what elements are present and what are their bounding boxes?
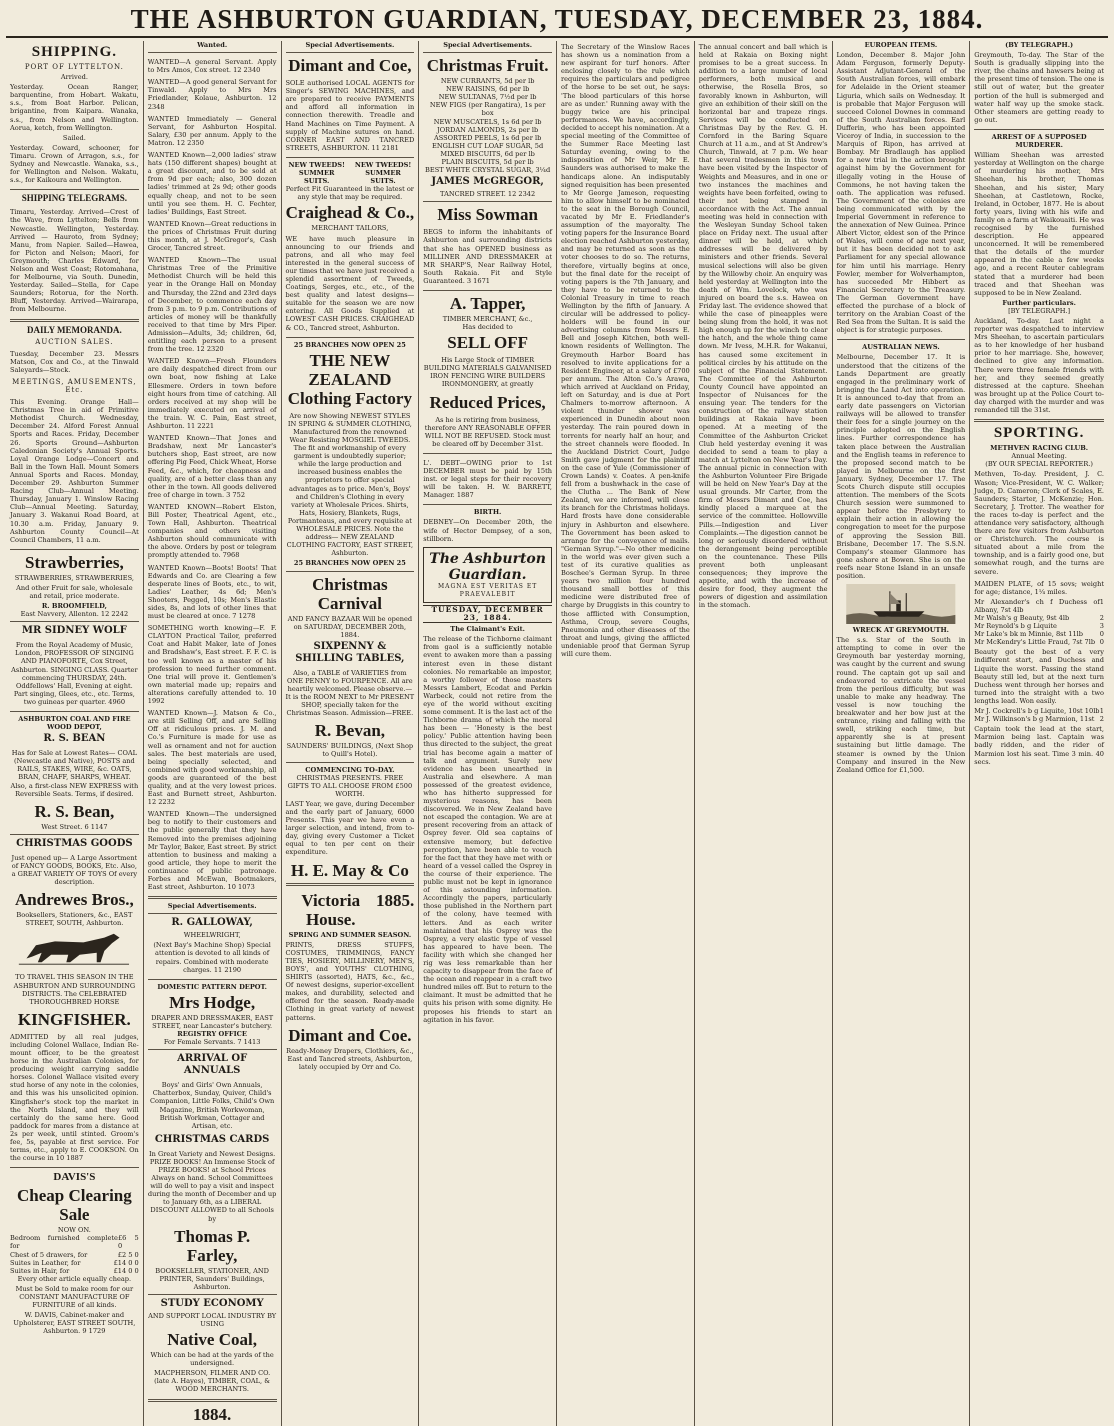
tapper-text: Has decided to <box>462 323 513 332</box>
column-7 <box>833 41 971 1426</box>
wanted-ad: WANTED—A good general Servant for Tinwald. Apply to Mrs Mrs Friedlander, Kolaue, Ashburton. 12 2348 <box>147 78 277 111</box>
price-row: Suites in Leather, for £14 0 0 <box>10 1258 139 1267</box>
special-heading: Special Advertisements. <box>305 41 395 49</box>
dateline: TUESDAY, DECEMBER 23, 1884. <box>423 605 552 623</box>
coal-heading: ASHBURTON COAL AND FIRE WOOD DEPOT, <box>18 715 131 732</box>
column-4 <box>419 41 557 1426</box>
column-6 <box>695 41 833 1426</box>
article-text: The release of the Tichborne claimant from gaol is a sufficiently notable event to awaken more than a passing interest even in these distant colonies. No remarkable an impostor, a worthy follower of those masters Messrs Lambert, Ecodat and Perkin Warbeck, could not retire from the eye of the world without exciting some comment. It is the last act of the Tichborne drama of which the moral has been — 'Honesty is the best policy.' Public attention having been thus directed to the subject, the great trial has become again a matter of talk and argument. Surely new evidence has been unearthed in Australia and elsewhere. A man possessed of the greatest evidence, who has hitherto suppressed for mysterious reasons, has been discovered. We in New Zealand have not escaped the contagion. We are at present recovering from an attack of Osprey fever. Old sea captains of extensive memory, but defective perception, have been able to vouch for the fact that they have met with or heard of a vessel called the Osprey in the course of their experience. The public must not be kept in ignorance of this astounding information. Accordingly the papers, particularly those published in the Northern part of the colony, have teemed with letters. And as each writer maintained that his Osprey was the Osprey, a very elastic type of vessel has appeared to have been. The facility with which she changed her rig was less remarkable than her capacity to disappear from the face of the ocean and reappear in a craft two hundred miles off. But to return to the claimant. It must be admitted that he quits his prison with some dignity. He proposes his friends to start an agitation in his favor. <box>423 635 552 1024</box>
victoria-heading: Victoria House. <box>301 890 361 929</box>
birth-heading: BIRTH. <box>473 508 502 517</box>
telegrams-text: Timaru, Yesterday. Arrived—Crest of the Wave, from Lyttelton; Bells from Newcastle. Wellington, Yesterday. Arrived — Hauroto, from Sydney; Manu, from Napier. Sailed—Hawea, for Picton and Nelson; Maori, for Greymouth; Charles Edward, for Nelson and West Coast; Rotomahana, for Melbourne, via South. Dunedin, Yesterday. Sailed—Stella, for Cape Saunders; Rotorua, for the North. Bluff, Yesterday. Arrived—Wairarapa, from Melbourne. <box>10 208 139 314</box>
strawberries-sub: STRAWBERRIES, STRAWBERRIES, <box>14 573 134 582</box>
economy-firm: MACPHERSON, FILMER AND CO. (late A. Hayes), TIMBER, COAL, & WOOD MERCHANTS. <box>154 1369 271 1394</box>
craighead-heading: Craighead & Co., <box>285 203 415 223</box>
kingfisher-heading: KINGFISHER. <box>17 1009 131 1029</box>
strawberries-text: And other Fruit for sale, wholesale and retail, price moderate. <box>16 583 133 600</box>
ship-illustration <box>839 584 963 624</box>
methven-tag: (BY OUR SPECIAL REPORTER.) <box>985 460 1093 469</box>
nz-clothing-text: Are now Showing NEWEST STYLES IN SPRING & SUMMER CLOTHING, Manufactured from the renowned Wear Resisting MOSGIEL TWEEDS. The fit and workmanship of every garment is undoubtedly superior; while the large production and increased business enables the proprietors to offer special advantages as to price. Men's, Boys' and Children's Clothing in every variety at Wholesale Prices. Shirts, Hats, Hosiery, Blankets, Rugs, Portmanteaus, and every requisite at WHOLESALE PRICES. Note the address— NEW ZEALAND CLOTHING FACTORY, EAST STREET, Ashburton. <box>286 411 414 558</box>
special-heading: Special Advertisements. <box>443 41 533 49</box>
farley-text: BOOKSELLER, STATIONER, AND PRINTER, Saunders' Buildings, Ashburton. <box>155 1266 269 1291</box>
mcgregor-heading: JAMES McGREGOR, <box>431 176 544 188</box>
christmas-goods-text: Just opened up— A Large Assortment of FANCY GOODS, BOOKS, Etc. Also, a GREAT VARIETY OF TOYS Of every description. <box>11 853 138 887</box>
divider <box>148 896 277 899</box>
wolf-heading: MR SIDNEY WOLF <box>21 625 127 637</box>
craighead-sub: MERCHANT TAILORS, <box>311 224 389 233</box>
tweeds-left: NEW TWEEDS! SUMMER SUITS. <box>288 160 345 186</box>
race-row: Mr Reynold's b g Liquite 3 <box>974 622 1104 631</box>
race-row: Mr Alexander's ch f Duchess of Albany, 7st 4lb 1 <box>974 597 1104 614</box>
methven-text: Methven, To-day. President, J. C. Wason; Vice-President, W. C. Walker; Judge, D. Cameron; Clerk of Scales, E. Saunders; Starter, J. McKenzie; Hon. Secretary, J. Trotter. The weather for the races to-day is perfect and the attendance very satisfactory, although there are few visitors from Ashburton or Christchurch. The course is situated about a mile from the township, and is a fairly good one, but somewhat rough, and the turns are severe. <box>974 470 1104 576</box>
reduced-heading: Reduced Prices, <box>429 392 546 412</box>
dimant-2-text: Ready-Money Drapers, Clothiers, &c., East and Tancred streets, Ashburton, lately occupied by Orr and Co. <box>286 1046 414 1071</box>
fruit-item: NEW MUSCATELS, 1s 6d per lb <box>433 117 542 126</box>
divider <box>148 979 277 980</box>
auction-text: Tuesday, December 23. Messrs Matson, Cox and Co., at the Tinwald Saleyards—Stock. <box>10 349 139 374</box>
masthead: THE ASHBURTON GUARDIAN, TUESDAY, DECEMBER 23, 1884. <box>6 4 1108 38</box>
davis-heading: DAVIS'S <box>53 1171 96 1184</box>
branches-banner: 25 BRANCHES NOW OPEN 25 <box>293 340 406 349</box>
cards-heading: CHRISTMAS CARDS <box>154 1133 270 1145</box>
price-row: Chest of 5 drawers, for £2 5 0 <box>10 1250 139 1259</box>
divider <box>148 1294 277 1295</box>
paper-motto: MAGNA EST VERITAS ET PRAEVALEBIT <box>438 582 538 598</box>
wanted-ad: WANTED Known—The usual Christmas Tree of the Primitive Methodist Church will be held this year in the Orange Hall on Monday and Thursday, the 22nd and 23rd days of December, to commence each day from 3 p.m. to 9 p.m. Contributions of articles of money will be thankfully received to that time by Mrs Piper. Admission—Adults, 3d; children, 6d, entitling each person to a present from the tree. 12 2320 <box>147 256 277 354</box>
race-row: Mr Lake's bk m Minnie, 8st 11lb 0 <box>974 630 1104 639</box>
davis-signature: W. DAVIS, Cabinet-maker and Upholsterer, EAST STREET SOUTH, Ashburton. 9 1729 <box>13 1311 136 1336</box>
strawberries-heading: Strawberries, <box>25 552 124 572</box>
registry-text: For Female Servants. 7 1413 <box>163 1038 261 1047</box>
arrived-text: Yesterday. Ocean Ranger, barquentine, from Hobart. Wakatu, s.s., from Boat Harbor. Pelican, brigantine, from Kaipara. Wanaka, s.s., from Nelson and Wellington. Aorua, ketch, from Wellington. <box>10 83 139 132</box>
column-5 <box>557 41 695 1426</box>
fruit-item: PLAIN BISCUITS, 5d per lb <box>441 158 534 167</box>
methven-sub: Annual Meeting. <box>1011 452 1067 461</box>
column-1 <box>6 41 144 1426</box>
divider <box>423 201 552 202</box>
race-row: Mr J. Wilkinson's b g Marmion, 11st 2 <box>974 715 1104 724</box>
economy-heading: STUDY ECONOMY <box>160 1297 264 1309</box>
divider <box>148 1049 277 1050</box>
sailed-heading: Sailed. <box>62 133 86 142</box>
fruit-item: NEW SULTANAS, 7½d per lb <box>438 93 537 102</box>
coal-signature-address: West Street. 6 1147 <box>41 822 108 831</box>
carnival-tables: SIXPENNY & SHILLING TABLES, <box>295 640 405 664</box>
race-2-results <box>974 707 1104 723</box>
davis-manufacture: Must be Sold to make room for our CONSTANT MANUFACTURE OF FURNITURE of all kinds. <box>15 1284 134 1310</box>
fruit-item: JORDAN ALMONDS, 2s per lb <box>437 125 539 134</box>
fruit-item: NEW RAISINS, 6d per lb <box>445 85 530 94</box>
annuals-text: Boys' and Girls' Own Annuals, Chatterbox, Sunday, Quiver, Child's Companion, Little Folks, Child's Own Magazine, British Workwoman, British Workman, Cottager and Artisan, etc. <box>149 1081 275 1130</box>
galloway-heading: R. GALLOWAY, <box>171 917 253 929</box>
divider <box>286 337 415 338</box>
bevan-heading: R. Bevan, <box>314 721 386 741</box>
tapper-sub: TIMBER MERCHANT, &c., <box>442 314 533 323</box>
gifts-text: LAST Year, we gave, during December and the early part of January, 6000 Presents. This year we have even a larger selection, and intend, from to-day, giving every Customer a Ticket equal to ten per cent on their expenditure. <box>285 799 415 857</box>
economy-text: AND SUPPORT LOCAL INDUSTRY BY USING <box>148 1311 277 1328</box>
news-text: The annual concert and ball which is held at Rakaia on Boxing night promises to be a great success. In addition to a large number of local performers, both musical and otherwise, the Rosella Bros, so favorably known in Ashburton, will give an exhibition of their skill on the horizontal bar and trapeze rings. Services will be conducted on Christmas Day by the Rev. G. H. Cornford in the Baring Square Church at 11 a.m., and at St Andrew's Church, Tinwald, at 7 p.m. We hear that several tradesmen in this town have been visited by the Inspector of Weights and Measures, and in one or two instances the machines and weights have been forfeited, owing to their not being stamped in accordance with the Act. The annual meeting was held in connection with the Wesleyan Sunday School taken place on Friday next. The usual after dinner will be held, at which addresses will be delivered by ministers and other friends. Several musical selections will also be given by the Willowby choir. An enquiry was held yesterday at Wellington into the death of Wm. Lovelock, who was injured on board the s.s. Hawea on Friday last. The evidence showed that while the case of pineapples were being slung from the hold, it was not high enough up for the winch to clear the hatch, and the whole thing came down. Mr Ivess, M.H.R. for Wakanui, has caused some excitement in political circles by his attitude on the subject of the Financial Statement. The Committee of the Ashburton County Council have appointed an Inspector of Nuisances for the ensuing year. The tenders for the construction of the railway station buildings at Rakaia have been opened. At a meeting of the Committee of the Ashburton Cricket Club held yesterday evening it was decided to send a team to play a match at Lyttelton on New Year's Day. The annual picnic in connection with the Ashburton Volunteer Fire Brigade will be held on New Year's Day at the usual grounds. Mr Carter, from the firm of Messrs Dimant and Coe, has kindly placed a marquee at the service of the committee. Hollowville Pills.—Indigestion and Liver Complaints.—The digestion cannot be long or seriously disordered without the derangement being perceptible on the countenance. These Pills prevent both unpleasant consequences; they improve the appetite, and with the increase of desire for food, they augment the powers of digestion and assimilation in the stomach. <box>698 43 828 610</box>
fruit-item: NEW FIGS (per Rangatira), 1s per box <box>429 101 546 118</box>
race-2-text: Captain took the lead at the start, Marmion being last. Captain was badly ridden, and the rider of Marmion lost his seat. Time 3 min. 40 secs. <box>974 725 1104 766</box>
tapper-text-2: His Large Stock of TIMBER BUILDING MATERIALS GALVANISED IRON FENCING WIRE BUILDERS IRONMONGERY, at greatly <box>423 356 552 389</box>
divider <box>286 157 415 158</box>
fruit-item: ASSORTED PEELS, 1s 6d per lb <box>433 133 542 142</box>
sailed-text: Yesterday. Coward, schooner, for Timaru. Crown of Arragon, s.s., for Sydney and Newcastle. Wanaka, s.s., for Wellington and Nelson. Wakatu, s.s., for Kaikoura and Wellington. <box>10 143 139 185</box>
wreck-text: The s.s. Star of the South in attempting to come in over the Greymouth bar yesterday morning, was caught by the current and swung round. The captain got up sail and endeavored to extricate the vessel from the perilous difficulty, but was unable to make any headway. The vessel is now touching the breakwater and her bow just at the entrance, rising and falling with the swell, striking each time, but apparently she is at present sustaining but little damage. The steamer is owned by the Union Company and insured in the New Zealand Office for £1,500. <box>836 636 966 774</box>
presents-heading: CHRISTMAS PRESENTS. FREE GIFTS TO ALL CHOOSE FROM £500 WORTH. <box>287 773 413 798</box>
dimant-2-heading: Dimant and Coe. <box>288 1025 412 1045</box>
race-1-text: Beauty got the best of a very indifferent start, and Duchess and Liquite the worst. Passing the stand Beauty still led, but at the next turn Duchess went through her horses and turned into the straight with a two lengths lead. Won easily. <box>974 648 1104 705</box>
kingfisher-intro: TO TRAVEL THIS SEASON IN THE ASHBURTON AND SURROUNDING DISTRICTS. The CELEBRATED THOROUGHBRED HORSE <box>13 973 136 1006</box>
special-heading: Special Advertisements. <box>167 902 257 911</box>
divider <box>148 913 277 914</box>
column-3 <box>282 41 420 1426</box>
victoria-row <box>286 889 415 931</box>
race-row: Mr Walsh's g Beauty, 9st 4lb 2 <box>974 614 1104 622</box>
telegraph-text: Greymouth, To-day. The Star of the South is gradually slipping into the river, the chains and hawsers being at the present time of tension. The one is still out of water, but the greater portion of the hull is submerged and water half way up the smoke stack. Other steamers are getting ready to go out. <box>974 51 1104 124</box>
divider <box>974 419 1104 422</box>
auction-heading: AUCTION SALES. <box>35 337 114 346</box>
divider <box>10 319 139 322</box>
christmas-goods-heading: CHRISTMAS GOODS <box>16 837 133 849</box>
divider <box>10 834 139 835</box>
tweeds-row <box>286 161 415 185</box>
carnival-text-2: Also, a TABLE of VARIETIES from ONE PENNY to FOURPENCE. All are heartily welcomed. Please observe.—It is the ROOM NEXT to Mr PRESENT SHOP, specially taken for the Christmas Season. Admission—FREE. <box>285 668 415 718</box>
wanted-ad: WANTED Known—That Jones and Bradshaw, next Mr Lancaster's butchers shop, East street, are now offering Pig Feed, Chick Wheat, Horse Feed, &c., which, for cheapness and quality, are of a better class than any other in the town. All goods delivered free of charge in town. 3 752 <box>147 434 277 499</box>
year-right: 1885. <box>376 890 415 910</box>
davis-now: NOW ON. <box>57 1226 91 1235</box>
davis-subheading: Cheap Clearing Sale <box>17 1186 132 1225</box>
port-heading: PORT OF LYTTELTON. <box>24 63 124 71</box>
horse-illustration <box>16 930 132 968</box>
galloway-text: (Next Bay's Machine Shop) Special attention is devoted to all kinds of repairs. Combined with moderate charges. 11 2190 <box>153 941 271 974</box>
divider <box>10 549 139 550</box>
native-coal-heading: Native Coal, <box>167 1330 257 1350</box>
column-8 <box>970 41 1108 1426</box>
divider <box>10 189 139 190</box>
divider <box>837 339 966 340</box>
telegraph-heading: (BY TELEGRAPH.) <box>1005 41 1074 49</box>
divider <box>10 711 139 712</box>
price-row: Suites in Hair, for £14 0 0 <box>10 1266 139 1275</box>
fruit-item: BEST WHITE CRYSTAL SUGAR, 3¼d <box>425 166 551 175</box>
editorial-masthead <box>423 547 552 603</box>
tweeds-text: Perfect Fit Guaranteed in the latest or any style that may be required. <box>285 185 414 202</box>
further-tag: [BY TELEGRAPH.] <box>1008 306 1071 315</box>
coal-text: Has for Sale at Lowest Rates— COAL (Newcastle and Native), POSTS and RAILS, STAKES, WIRE, &c. OATS, BRAN, CHAFF, SHARPS, WHEAT. Also, a first-class NEW EXPRESS with Reversible Seats. Terms, if desired. <box>10 749 139 798</box>
galloway-sub: WHEELWRIGHT, <box>183 931 241 940</box>
registry-heading: REGISTRY OFFICE <box>177 1030 247 1039</box>
bevan-text: SAUNDERS' BUILDINGS, (Next Shop to Quill's Hotel). <box>286 742 414 759</box>
sowman-text: BEGS to inform the inhabitants of Ashburton and surrounding districts that she has OPENED business as MILLINER AND DRESSMAKER at MR SHARP'S, Near Railway Hotel, South Rakaia. Fit and Style Guaranteed. 3 1671 <box>423 228 552 285</box>
fruit-item: NEW CURRANTS, 5d per lb <box>440 77 535 86</box>
carnival-heading: Christmas Carnival <box>312 574 388 613</box>
fruit-heading: Christmas Fruit. <box>426 56 549 76</box>
divider <box>423 290 552 291</box>
further-text: Auckland, To-day. Last night a reporter was despatched to interview Mrs Sheehan, to ascertain particulars as to her knowledge of her husband prior to her marriage. She, however, declined to give any information. There were three female friends with her, and they seemed greatly distressed at the capture. Sheehan was brought up at the Police Court to-day charged with the murder and was remanded till the 31st. <box>974 317 1104 415</box>
coal-name: R. S. BEAN <box>43 733 106 745</box>
commencing-heading: COMMENCING TO-DAY. <box>305 765 395 774</box>
wanted-ad: WANTED Immediately — General Servant, for Ashburton Hospital. Salary, £30 per annum. Apply to the Matron. 12 2350 <box>147 114 277 147</box>
tweeds-right: NEW TWEEDS! SUMMER SUITS. <box>354 160 412 186</box>
wanted-ad: WANTED Known—J. Matson & Co., are still Selling Off, and are Selling Off at ridiculous prices. J. M. and Co.'s Furniture is made for use as well as ornament and not for auction sales. The best materials are used, being specially selected, and combined with good workmanship, all goods are guaranteed of the best quality, and at the very lowest prices. East and Burnett street, Ashburton. 12 2232 <box>147 709 277 807</box>
australian-text: Melbourne, December 17. It is understood that the citizens of the Lands Department are greatly engaged in the preliminary work of bringing the Land Act into operation. It is announced to-day that from an early date passengers on Victorian railways will be allowed to transfer their fees for a single journey on the principle adopted on the English lines. Further correspondence has taken place between the Australian and the English teams in reference to the proposed second match to be played in Melbourne on the first January. Sydney, December 17. The Scots Church dispute still occupies attention. The members of the Scots Church session were summoned to appear before the Presbytery to explain their action in allowing the congregation to meet for the purpose of approving the Session Bill. Brisbane, December 17. The S.S.N. Company's steamer Glanmore has gone ashore at Bowen. She is on the reefs near Stone Island in an unsafe position. <box>836 353 966 580</box>
dimant-heading: Dimant and Coe, <box>288 56 412 76</box>
sporting-heading: SPORTING. <box>993 425 1085 442</box>
mcgregor-sub: TANCRED STREET. 12 2342 <box>440 190 536 199</box>
year-left: 1884. <box>193 1404 232 1424</box>
article-heading: The Claimant's Exit. <box>450 625 525 634</box>
victoria-text: PRINTS, DRESS STUFFS, COSTUMES, TRIMMINGS, FANCY TIES, HOSIERY, MILLINERY, MEN'S, BOYS', and YOUTHS' CLOTHING, SHIRTS (assorted), HATS, &c., &c., Of newest designs, superior-excellent makes, and durability, selected and offered for the season. Ready-made Clothing in great variety of newest patterns. <box>285 940 415 1022</box>
wreck-heading: WRECK AT GREYMOUTH. <box>852 626 949 635</box>
cards-text: In Great Variety and Newest Designs. PRIZE BOOKS! An Immense Stock of PRIZE BOOKS! at School Prices Always on hand. School Committees will do well to pay a visit and inspect during the month of December and up to January 6th, as a LIBERAL DISCOUNT ALLOWED to all Schools by <box>147 1149 277 1223</box>
divider <box>148 52 277 53</box>
arrived-heading: Arrived. <box>60 73 88 82</box>
divider <box>286 883 415 886</box>
arrest-text: William Sheehan was arrested yesterday at Wellington on the charge of murdering his mother, Mrs Sheehan, his brother, Thomas Sheehan, and his sister, Mary Sheehan, at Castletown, Rocke, Ireland, in October, 1877. He is about forty years, living with his wife and family on a farm at Waikouaiti. He was recognised by the furnished description. He appeared unconcerned. It will be remembered that the details of the murder appeared in the cable a few weeks ago, and a recent Reuter cablegram stated that a murderer had been traced and that Sheehan was supposed to be in New Zealand. <box>974 151 1104 297</box>
divider <box>423 52 552 53</box>
strawberries-address: East Navvery, Allenton. 12 2242 <box>20 610 129 619</box>
nz-clothing-heading: THE NEW ZEALAND Clothing Factory <box>287 350 412 408</box>
australian-heading: AUSTRALIAN NEWS. <box>862 343 940 352</box>
fruit-item: ENGLISH CUT LOAF SUGAR, 5d <box>432 141 544 150</box>
kingfisher-text: ADMITTED by all real judges, including Colonel Wallace, Indian Re-mount officer, to be the greatest horse in the Australian Colonies, for producing weight carrying saddle horses. Colonel Wallace visited every stud horse of any note in the colonies, and this was his unsolicited opinion. Kingfisher's stock top the market in the North Island, and they will certainly do the same here. Good paddock for mares from a distance at 2s per week, until stinted. Groom's fee, 5s, payable at first service. For terms, etc., apply to E. COOKSON. On the course in 10 1887 <box>10 1032 139 1163</box>
divider <box>10 621 139 622</box>
wanted-ad: WANTED Known—Boots! Boots! That Edwards and Co. are Clearing a few desperate lines of Boots, etc., to wit, Ladies' Leather, 4s 6d; Men's Shooters, Pegged, 10s; Men's Elastic sides, 8s, and lots of other lines that must be cleared at once. 7 1278 <box>147 563 277 621</box>
wanted-ad: WANTED Known—The undersigned beg to notify to their customers and the public generally that they have Removed into the premises adjoining Mr Taylor, Baker, East street. By strict attention to business and making a good article, they hope to merit the continuance of public patronage. Forbes and McEwan, Bootmakers, East street, Ashburton. 10 1073 <box>147 810 277 892</box>
race-row: Mr J. Cockrell's b g Liquite, 10st 10lb 1 <box>974 707 1104 716</box>
economy-text-2: Which can be had at the yards of the undersigned. <box>150 1351 274 1368</box>
fruit-item: MIXED BISCUITS, 6d per lb <box>440 149 535 158</box>
wanted-ad: WANTED Known—Fresh Flounders are daily despatched direct from our own boat, now fishing at Lake Ellesmere. Orders in town before eight hours from time of catching. All orders received at my shop will be immediately executed on arrival of the train. W. C. Pain, East street, Ashburton. 11 2221 <box>147 357 277 431</box>
divider <box>286 571 415 572</box>
sell-off-heading: SELL OFF <box>447 333 529 353</box>
birth-text: DEBNEY—On December 20th, the wife of Hector Dempsey, of a son, stillborn. <box>423 518 552 543</box>
divider <box>974 129 1104 130</box>
meetings-heading: MEETINGS, AMUSEMENTS, Etc. <box>12 377 137 394</box>
andrewes-heading: Andrewes Bros., <box>14 890 134 910</box>
methven-heading: METHVEN RACING CLUB. <box>990 444 1089 453</box>
wolf-text: From the Royal Academy of Music, London, PROFESSOR OF SINGING AND PIANOFORTE, Cox Street, Ashburton. SINGING CLASS. Quarter commencing THURSDAY, 24th. Oddfellows' Hall, Evening at eight. Part singing, Glees, etc., etc. Terms, two guineas per quarter. 4960 <box>11 641 138 706</box>
race-1-results <box>974 598 1104 647</box>
divider <box>423 504 552 505</box>
divider <box>286 52 415 53</box>
may-heading: H. E. May & Co <box>290 860 409 880</box>
divider <box>423 453 552 454</box>
pattern-heading: DOMESTIC PATTERN DEPOT. <box>157 982 267 991</box>
tapper-heading: A. Tapper, <box>449 293 526 313</box>
column-2 <box>144 41 282 1426</box>
sowman-heading: Miss Sowman <box>437 205 538 225</box>
carnival-text: AND FANCY BAZAAR Will be opened on SATURDAY, DECEMBER 20th, 1884. <box>287 614 413 639</box>
memoranda-heading: DAILY MEMORANDA. <box>26 324 122 335</box>
hodge-heading: Mrs Hodge, <box>169 992 256 1012</box>
divider <box>286 762 415 763</box>
paper-title: The Ashburton Guardian. <box>429 550 546 583</box>
victoria-sub: SPRING AND SUMMER SEASON. <box>288 930 412 939</box>
wanted-ad: WANTED KNOWN—Robert Elston, Bill Poster, Theatrical Agent, etc., Town Hall, Ashburton. Theatrical companies and others visiting Ashburton should communicate with the above. Orders by post or telegram promptly attended to. 7968 <box>147 502 277 560</box>
wanted-ad: WANTED—A general Servant. Apply to Mrs Amos, Cox street. 12 2340 <box>147 58 277 75</box>
divider <box>10 1167 139 1168</box>
branches-banner-2: 25 BRANCHES NOW OPEN 25 <box>293 559 406 568</box>
meetings-text: This Evening. Orange Hall—Christmas Tree in aid of Primitive Methodist Church. Wednesday, December 24. Alford Forest Annual Sports and Races. Friday, December 26. Sports Ground—Ashburton Caledonian Society's Annual Sports. Loyal Orange Lodge—Concert and Ball in the Town Hall. Mount Somers Annual Sports and Races. Monday, December 29. Ashburton Summer Racing Club—Annual Meeting. Thursday, January 1. Winslow Racing Club—Annual Meeting. Saturday, January 3. Wakanui Road Board, at 10.30 a.m. Friday, January 9. Ashburton County Council—At Council Chambers, 11 a.m. <box>10 398 139 544</box>
annuals-heading: ARRIVAL OF ANNUALS <box>177 1053 248 1077</box>
wanted-ad: WANTED Known—2,000 ladies' straw hats (150 different shapes) bought at a great discount, and to be sold at from 9d per each; also, 300 dozen ladies' trimmed at 2s 9d; other goods equally cheap, and not to be seen until you see them. H. C. Fechter, ladies' Buildings, East Street. <box>147 151 277 216</box>
davis-price-list <box>10 1234 139 1274</box>
tapper-text-3: As he is retiring from business, therefore ANY REASONABLE OFFER WILL NOT BE REFUSED. Stock must be cleared off by December 31st. <box>424 415 551 448</box>
hodge-text: DRAPER AND DRESSMAKER, EAST STREET, near Lancaster's butchery. <box>151 1013 274 1030</box>
divider <box>148 1399 277 1402</box>
wanted-heading: Wanted. <box>197 41 228 49</box>
shipping-heading: SHIPPING. <box>31 44 117 60</box>
farley-heading: Thomas P. Farley, <box>174 1226 251 1265</box>
race-row: Mr McKendry's Little Fraud, 7st 7lb 0 <box>974 638 1104 647</box>
columns <box>6 41 1108 1424</box>
telegrams-heading: SHIPPING TELEGRAMS. <box>21 193 128 204</box>
dimant-text: SOLE authorised LOCAL AGENTS for Singer's SEWING MACHINES, and are prepared to receive PAYMENTS and afford all information in connection therewith. Treadle and Hand Machines on Time Payment. A supply of Machine sutures on hand. CORNER EAST AND TANCRED STREETS, ASHBURTON. 11 2181 <box>285 79 415 152</box>
coal-signature: R. S. Bean, <box>34 801 115 821</box>
arrest-heading: ARREST OF A SUPPOSED MURDERER. <box>991 132 1087 150</box>
european-text: London, December 8. Major John Adam Ferguson, formerly Deputy-Assistant Adjutant-General of the South Australian forces, will embark for Adelaide in the Orient steamer Liguria, which sails on Wednesday. It is probable that Major Ferguson will succeed Colonel Downes in command of the South Australian forces. Earl Dufferin, who has been appointed Viceroy of India, in succession to the Marquis of Ripon, has arrived at Bombay. Mr Bradlaugh has applied for a new trial in the action brought against him by the Government for illegally voting in the House of Commons, he not having taken the oath. The application was refused. The Government of the colonies are being communicated with by the Imperial Government in reference to the annexation of New Guinea. Prince Albert Victor, eldest son of the Prince of Wales, will come of age next year, but it has been decided not to ask Parliament for any special allowance for him until his marriage. Henry Fowler, member for Wolverhampton, has succeeded Mr Hibbert as Financial Secretary to the Treasury. The German Government have effected the purchase of a block of territory on the Arabian Coast of the Red Sea from the Sultan. It is said the object is for strategic purposes. <box>836 51 966 335</box>
davis-other: Every other article equally cheap. <box>17 1274 132 1283</box>
craighead-text: WE have much pleasure in announcing to our friends and patrons, and all who may feel interested in the general success of our times that we have just received a splendid assortment of Tweeds, Coatings, Serges, etc., etc., of the best quality and latest designs—suitable for the season we are now entering. All Goods Supplied at LOWEST CASH PRICES. CRAIGHEAD & CO., Tancred street, Ashburton. <box>285 234 415 332</box>
strawberries-name: R. BROOMFIELD, <box>41 602 107 611</box>
fruit-list <box>423 77 552 174</box>
race-1-heading: MAIDEN PLATE, of 15 sovs; weight for age; distance, 1¼ miles. <box>974 579 1104 596</box>
further-heading: Further particulars. <box>1002 298 1076 307</box>
price-row: Bedroom furnished complete for £6 5 0 <box>10 1234 139 1251</box>
news-text: The Secretary of the Winslow Races has shown us a nomination from a new aspirant for turf honors. After enclosing closely to the rule which requires the particulars and pedigree of the horse to be set out, he says: 'The blood particulars of this horse are as under.' Running away with the buggy twice are his principal performances. We have, accordingly, decided to accept his nomination. At a special meeting of the Committee of the Summer Race Meeting last Saturday evening, owing to the indisposition of Mr Weir, Mr E. Saunders was authorised to make the handicaps alone. An indisputably signed requisition has been presented to Mr George Jameson, requesting him to allow himself to be nominated to the seat in the Borough Council, vacated by Mr E. Friedlander's assumption of the mayoralty. The voting papers for the Insurance Board election reached Ashburton yesterday, and may be returned as soon as the voter chooses to do so. The returns, therefore, virtually begins at once, but the final date for the receipt of voting papers is the 7th January, and they have to be returned to the Colonial Treasury in time to reach Wellington by the fifth of January. A circular will be addressed to policy-holders will be found in our advertising columns from Messrs E. Bell and Joseph Kitchen, both well-known residents of Wellington. The Greymouth Harbor Board has resolved to invite applications for a Resident Engineer, at a salary of £700 per annum. The Alton Co.'s Arawa, which arrived at Auckland on Friday, left on Saturday, and is due at Port Chalmers to-morrow afternoon. A violent thunder shower was experienced in Dunedin about noon yesterday. The rain poured down in torrents for nearly half an hour, and the street channels were flooded. In the Auckland District Court, Judge Smith gave judgment for the plaintiff on the case of Yule (Commissioner of Crown Lands) v. Coates. A pen-knife fell from a bushwhack in the case of the Clutha ... The Bank of New Zealand, we are informed, will close its branch for the Christmas holidays. Hard frosts have done considerable injury in Ashburton and elsewhere. The Government has been asked to arrange for the conveyance of mails. "German Syrup."—No other medicine in the world was ever given such a test of its curative qualities as Boschee's German Syrup. In three years two million four hundred thousand small bottles of this medicine were distributed free of charge by Druggists in this country to those afflicted with Consumption, Asthma, Croup, severe Coughs, Pneumonia and other diseases of the throat and lungs, giving the afflicted undeniable proof that German Syrup will cure them. <box>561 43 690 659</box>
wanted-ad: WANTED Known—Great reductions in the prices of Christmas Fruit during this month, at J. McGregor's, Cash Grocer, Tancred street. <box>147 219 277 253</box>
wanted-ad: SOMETHING worth knowing—F. F. CLAYTON Practical Tailor, preferred Coat and Habit Maker, late of Jones and Bradshaw's, East street. F. F. C. is too well known as a master of his profession to need further comment. One trial will prove it. Gentlemen's own material made up; repairs and alterations carefully attended to. 10 1992 <box>147 624 277 706</box>
european-heading: EUROPEAN ITEMS. <box>864 41 938 49</box>
andrewes-text: Booksellers, Stationers, &c., EAST STREET, SOUTH, Ashburton. <box>16 911 133 928</box>
debt-notice: L'. DEBT—OWING prior to 1st DECEMBER must be paid by 15th inst. or legal steps for their recovery will be taken. H. W. BARRETT, Manager. 1887 <box>423 458 552 500</box>
